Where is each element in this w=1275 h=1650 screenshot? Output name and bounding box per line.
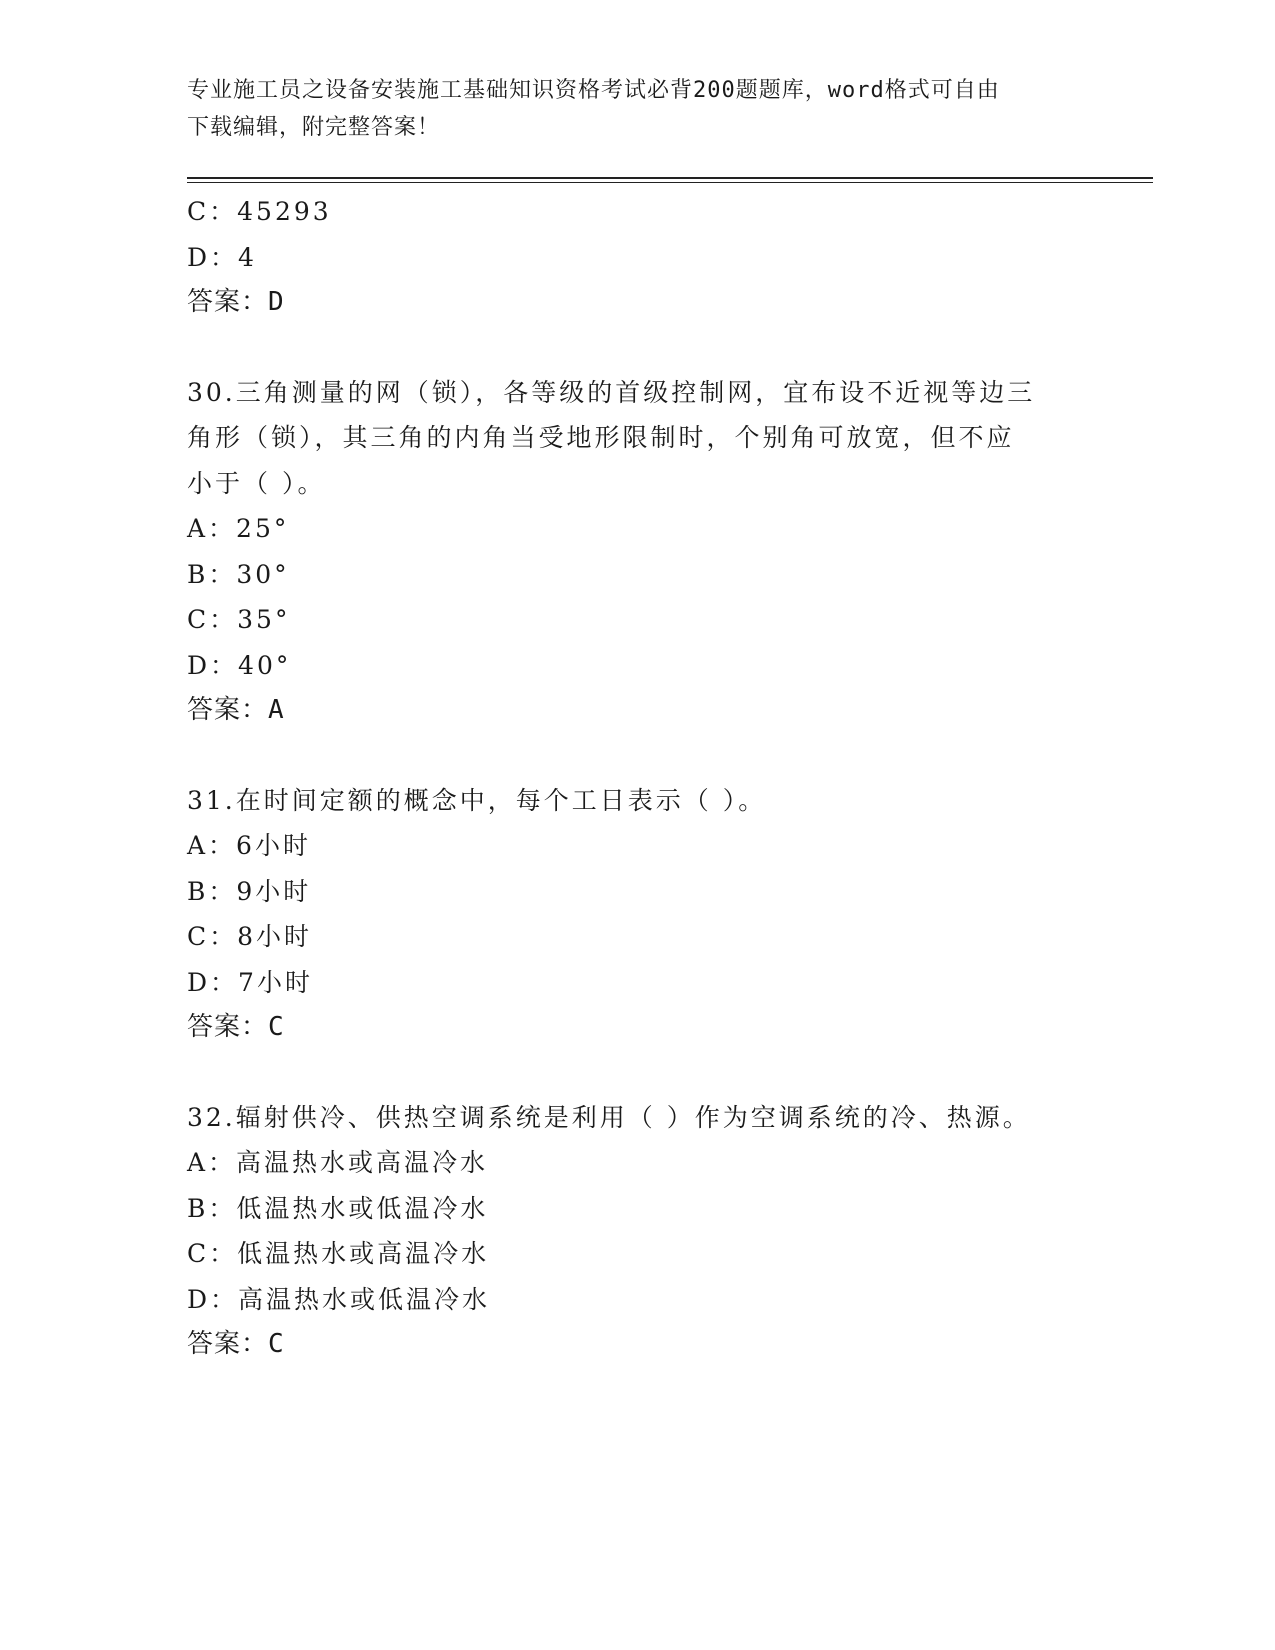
option-line: C：45293 bbox=[187, 197, 332, 226]
question-30 bbox=[187, 370, 1087, 734]
option-a: A：25° bbox=[187, 514, 290, 543]
question-content bbox=[187, 189, 1087, 1368]
section-gap bbox=[187, 1051, 1087, 1095]
header-rule-thin bbox=[187, 182, 1153, 183]
answer-line: 答案：A bbox=[187, 695, 285, 725]
option-a: A：高温热水或高温冷水 bbox=[187, 1148, 489, 1177]
section-gap bbox=[187, 734, 1087, 778]
prev-question-block bbox=[187, 189, 1087, 326]
question-stem-line: 31.在时间定额的概念中，每个工日表示（ ）。 bbox=[187, 785, 767, 815]
header-rule-thick bbox=[187, 177, 1153, 179]
option-d: D：40° bbox=[187, 650, 292, 680]
option-b: B：9小时 bbox=[187, 876, 312, 906]
option-b: B：30° bbox=[187, 559, 290, 589]
section-gap bbox=[187, 326, 1087, 370]
answer-line: 答案：C bbox=[187, 1012, 285, 1042]
option-c: C：低温热水或高温冷水 bbox=[187, 1239, 490, 1268]
option-b: B：低温热水或低温冷水 bbox=[187, 1193, 489, 1223]
option-c: C：35° bbox=[187, 605, 291, 634]
answer-line: 答案：D bbox=[187, 287, 285, 317]
question-stem-line: 小于（ ）。 bbox=[187, 468, 326, 498]
option-a: A：6小时 bbox=[187, 831, 311, 860]
answer-line: 答案：C bbox=[187, 1329, 285, 1359]
question-stem-line: 32.辐射供冷、供热空调系统是利用（ ）作为空调系统的冷、热源。 bbox=[187, 1102, 1031, 1132]
option-line: D：4 bbox=[187, 242, 257, 272]
question-31 bbox=[187, 778, 1087, 1051]
question-32 bbox=[187, 1095, 1087, 1368]
document-header bbox=[187, 72, 1087, 146]
header-line-1: 专业施工员之设备安装施工基础知识资格考试必背200题题库，word格式可自由 bbox=[187, 78, 1000, 103]
option-d: D：7小时 bbox=[187, 967, 313, 997]
question-stem-line: 角形（锁），其三角的内角当受地形限制时，个别角可放宽，但不应 bbox=[187, 423, 1015, 452]
question-stem-line: 30.三角测量的网（锁），各等级的首级控制网，宜布设不近视等边三 bbox=[187, 377, 1036, 407]
option-d: D：高温热水或低温冷水 bbox=[187, 1284, 491, 1314]
header-line-2: 下载编辑，附完整答案！ bbox=[187, 115, 441, 140]
option-c: C：8小时 bbox=[187, 922, 313, 951]
